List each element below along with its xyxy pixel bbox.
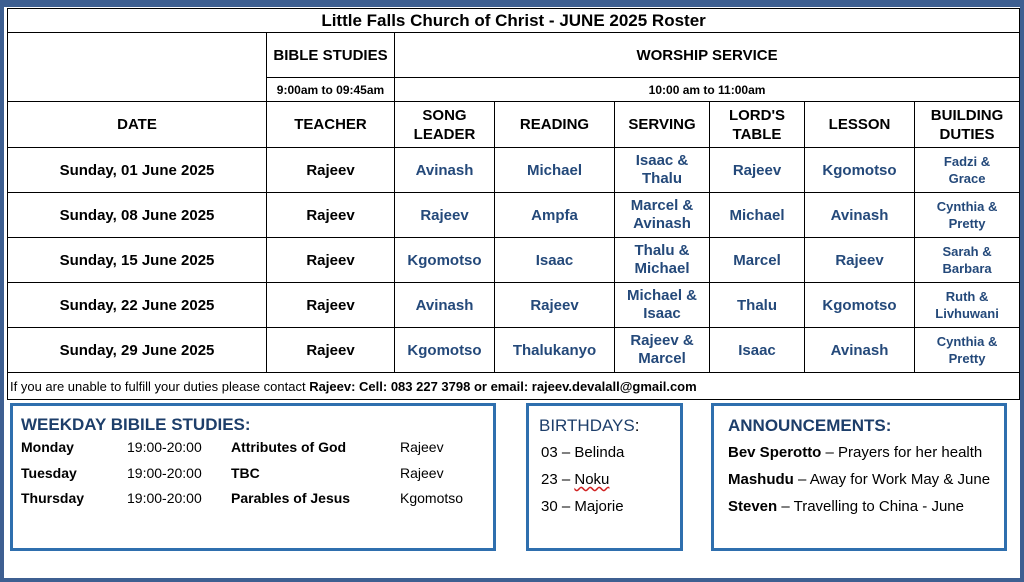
song-leader-cell: Rajeev: [395, 193, 495, 238]
col-header-date: DATE: [8, 102, 267, 148]
lords-table-cell: Marcel: [710, 238, 805, 283]
teacher-cell: Rajeev: [267, 328, 395, 373]
study-time: 19:00-20:00: [127, 465, 202, 481]
serving-cell: Rajeev & Marcel: [615, 328, 710, 373]
announcement-text: – Away for Work May & June: [793, 471, 991, 488]
announcements-box: [711, 403, 1007, 551]
lords-table-cell: Michael: [710, 193, 805, 238]
reading-cell: Rajeev: [495, 283, 615, 328]
list-item: 03 – Belinda: [541, 444, 625, 461]
col-header-building-duties: BUILDING DUTIES: [915, 102, 1020, 148]
roster-table: [7, 8, 1020, 400]
announcement-name: Bev Sperotto: [728, 444, 822, 461]
study-time: 19:00-20:00: [127, 439, 202, 455]
study-time: 19:00-20:00: [127, 490, 202, 506]
song-leader-cell: Kgomotso: [395, 328, 495, 373]
col-header-serving: SERVING: [615, 102, 710, 148]
study-teacher: Kgomotso: [400, 490, 464, 506]
birthday-text: 23 – Noku: [541, 471, 610, 488]
spellcheck-underline: Noku: [574, 471, 610, 488]
study-teacher: Rajeev: [400, 465, 444, 481]
lesson-cell: Avinash: [805, 193, 915, 238]
lesson-cell: Kgomotso: [805, 148, 915, 193]
birthdays-box: [526, 403, 683, 551]
list-item: [728, 444, 982, 461]
worship-service-heading: WORSHIP SERVICE: [395, 33, 1020, 78]
col-header-teacher: TEACHER: [267, 102, 395, 148]
serving-cell: Thalu & Michael: [615, 238, 710, 283]
col-header-song-leader: SONG LEADER: [395, 102, 495, 148]
weekday-studies-title: WEEKDAY BIBILE STUDIES:: [21, 415, 251, 434]
study-topic: Attributes of God: [231, 439, 347, 455]
list-item: 30 – Majorie: [541, 498, 624, 515]
date-cell: Sunday, 22 June 2025: [8, 283, 267, 328]
song-leader-cell: Avinash: [395, 283, 495, 328]
building-duties-cell: Ruth & Livhuwani: [915, 283, 1020, 328]
lords-table-cell: Isaac: [710, 328, 805, 373]
lesson-cell: Kgomotso: [805, 283, 915, 328]
lords-table-cell: Rajeev: [710, 148, 805, 193]
bible-studies-heading: BIBLE STUDIES: [267, 33, 395, 78]
study-teacher: Rajeev: [400, 439, 444, 455]
date-cell: Sunday, 08 June 2025: [8, 193, 267, 238]
reading-cell: Isaac: [495, 238, 615, 283]
weekday-studies-box: [10, 403, 496, 551]
building-duties-cell: Sarah & Barbara: [915, 238, 1020, 283]
announcement-name: Steven: [728, 498, 778, 515]
table-row: [8, 283, 1020, 328]
table-row: [8, 148, 1020, 193]
announcement-name: Mashudu: [728, 471, 794, 488]
blank-header-cell: [8, 33, 267, 102]
song-leader-cell: Kgomotso: [395, 238, 495, 283]
birthdays-title: BIRTHDAYS:: [539, 416, 640, 435]
date-cell: Sunday, 15 June 2025: [8, 238, 267, 283]
study-day: Monday: [21, 439, 74, 455]
col-header-lesson: LESSON: [805, 102, 915, 148]
worship-service-time: 10:00 am to 11:00am: [395, 78, 1020, 102]
building-duties-cell: Cynthia & Pretty: [915, 193, 1020, 238]
list-item: [728, 471, 990, 488]
study-topic: TBC: [231, 465, 260, 481]
teacher-cell: Rajeev: [267, 283, 395, 328]
announcement-text: – Travelling to China - June: [777, 498, 964, 515]
reading-cell: Ampfa: [495, 193, 615, 238]
table-row: [8, 193, 1020, 238]
building-duties-cell: Cynthia & Pretty: [915, 328, 1020, 373]
reading-cell: Michael: [495, 148, 615, 193]
lesson-cell: Rajeev: [805, 238, 915, 283]
date-cell: Sunday, 01 June 2025: [8, 148, 267, 193]
serving-cell: Isaac & Thalu: [615, 148, 710, 193]
table-row: [8, 238, 1020, 283]
announcement-text: – Prayers for her health: [821, 444, 983, 461]
col-header-lords-table: LORD'S TABLE: [710, 102, 805, 148]
study-day: Thursday: [21, 490, 85, 506]
study-topic: Parables of Jesus: [231, 490, 351, 506]
teacher-cell: Rajeev: [267, 148, 395, 193]
date-cell: Sunday, 29 June 2025: [8, 328, 267, 373]
teacher-cell: Rajeev: [267, 193, 395, 238]
list-item: [728, 498, 964, 515]
serving-cell: Marcel & Avinash: [615, 193, 710, 238]
col-header-reading: READING: [495, 102, 615, 148]
lesson-cell: Avinash: [805, 328, 915, 373]
song-leader-cell: Avinash: [395, 148, 495, 193]
building-duties-cell: Fadzi & Grace: [915, 148, 1020, 193]
reading-cell: Thalukanyo: [495, 328, 615, 373]
list-item: [541, 471, 609, 488]
table-row: [8, 328, 1020, 373]
announcements-title: ANNOUNCEMENTS:: [728, 416, 892, 435]
serving-cell: Michael & Isaac: [615, 283, 710, 328]
bible-studies-time: 9:00am to 09:45am: [267, 78, 395, 102]
teacher-cell: Rajeev: [267, 238, 395, 283]
lords-table-cell: Thalu: [710, 283, 805, 328]
study-day: Tuesday: [21, 465, 77, 481]
roster-title: Little Falls Church of Christ - JUNE 2025 Roster: [8, 9, 1020, 33]
contact-note: If you are unable to fulfill your duties please contact Rajeev: Cell: 083 227 3798 or email: rajeev.devalall@gmail.com: [8, 373, 1020, 400]
